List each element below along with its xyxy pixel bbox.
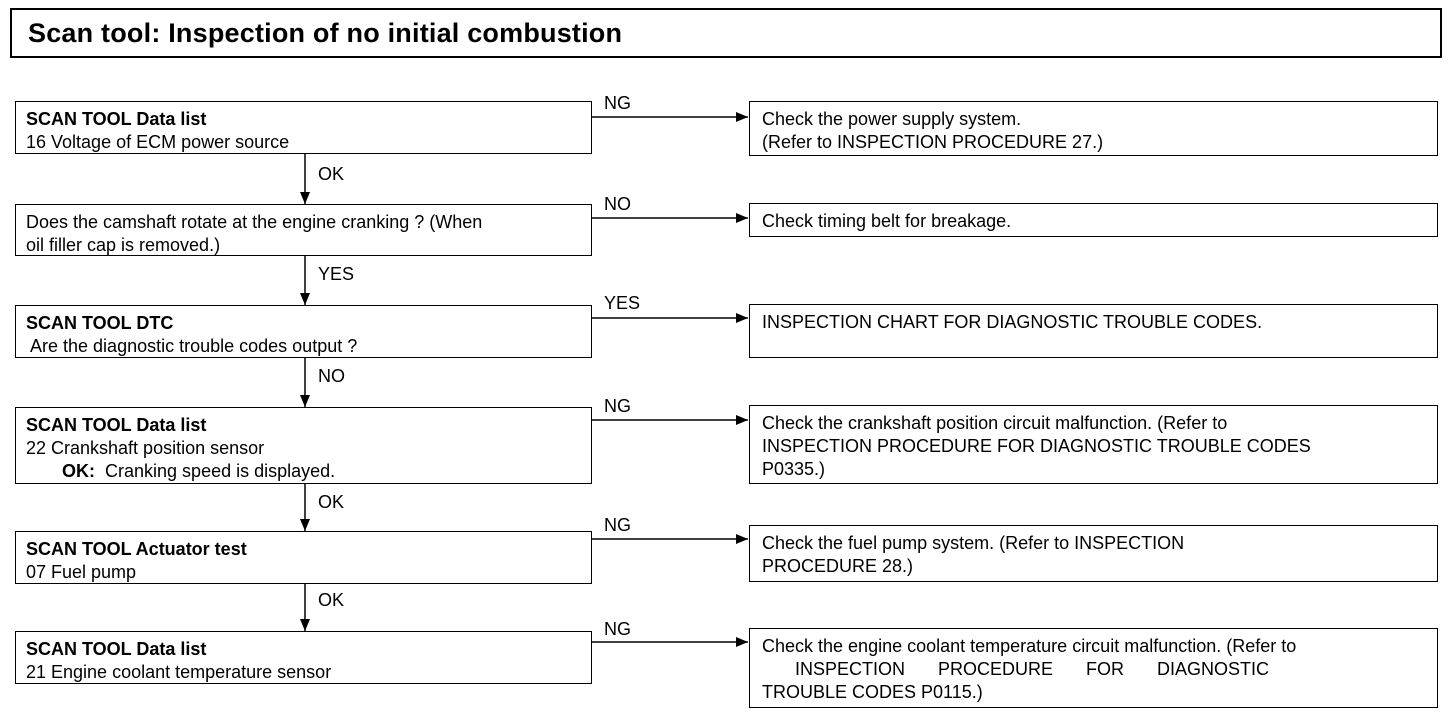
result-box-1 (749, 101, 1438, 156)
flow-label-1: OK (318, 164, 345, 184)
step-box-5 (15, 531, 592, 584)
result-box-2 (749, 203, 1438, 237)
step-heading: SCAN TOOL Actuator test (26, 539, 247, 559)
step-box-4 (15, 407, 592, 484)
step-heading: SCAN TOOL Data list (26, 109, 207, 129)
branch-label-2: NO (604, 194, 631, 214)
step-line: Are the diagnostic trouble codes output ? (26, 336, 358, 356)
result-line: PROCEDURE 28.) (762, 556, 914, 576)
step-box-6 (15, 631, 592, 684)
step-box-1 (15, 101, 592, 154)
result-line: P0335.) (762, 459, 826, 479)
step-box-3 (15, 305, 592, 358)
ok-condition-line (26, 460, 591, 483)
step-heading: SCAN TOOL DTC (26, 313, 174, 333)
result-line: Check the engine coolant temperature circuit malfunction. (Refer to (762, 636, 1297, 656)
step-line: Does the camshaft rotate at the engine cranking ? (When (26, 212, 483, 232)
flow-label-5: OK (318, 590, 345, 610)
result-line: INSPECTION PROCEDURE FOR DIAGNOSTIC (762, 659, 1270, 679)
step-heading: SCAN TOOL Data list (26, 639, 207, 659)
ok-text: Cranking speed is displayed. (105, 461, 336, 481)
result-box-6 (749, 628, 1438, 708)
page-title: Scan tool: Inspection of no initial combustion (28, 18, 623, 48)
result-box-3 (749, 304, 1438, 358)
branch-label-3: YES (604, 293, 641, 313)
ok-prefix: OK: (62, 461, 95, 481)
result-line: INSPECTION CHART FOR DIAGNOSTIC TROUBLE CODES. (762, 312, 1263, 332)
result-line: Check the fuel pump system. (Refer to INSPECTION (762, 533, 1185, 553)
step-line: 16 Voltage of ECM power source (26, 132, 290, 152)
step-line: 21 Engine coolant temperature sensor (26, 662, 332, 682)
step-box-2 (15, 204, 592, 256)
step-line: 07 Fuel pump (26, 562, 137, 582)
result-line: Check the crankshaft position circuit malfunction. (Refer to (762, 413, 1228, 433)
result-line: (Refer to INSPECTION PROCEDURE 27.) (762, 132, 1104, 152)
result-box-4 (749, 405, 1438, 484)
branch-label-6: NG (604, 619, 631, 639)
result-line: TROUBLE CODES P0115.) (762, 682, 983, 702)
step-heading: SCAN TOOL Data list (26, 415, 207, 435)
branch-label-4: NG (604, 396, 631, 416)
result-line: INSPECTION PROCEDURE FOR DIAGNOSTIC TROUBLE CODES (762, 436, 1311, 456)
flow-label-2: YES (318, 264, 355, 284)
step-line: oil filler cap is removed.) (26, 235, 221, 255)
branch-label-5: NG (604, 515, 631, 535)
result-line: Check the power supply system. (762, 109, 1022, 129)
flow-label-4: OK (318, 492, 345, 512)
branch-label-1: NG (604, 93, 631, 113)
flow-label-3: NO (318, 366, 345, 386)
step-line: 22 Crankshaft position sensor (26, 438, 265, 458)
result-box-5 (749, 525, 1438, 582)
result-line: Check timing belt for breakage. (762, 211, 1012, 231)
